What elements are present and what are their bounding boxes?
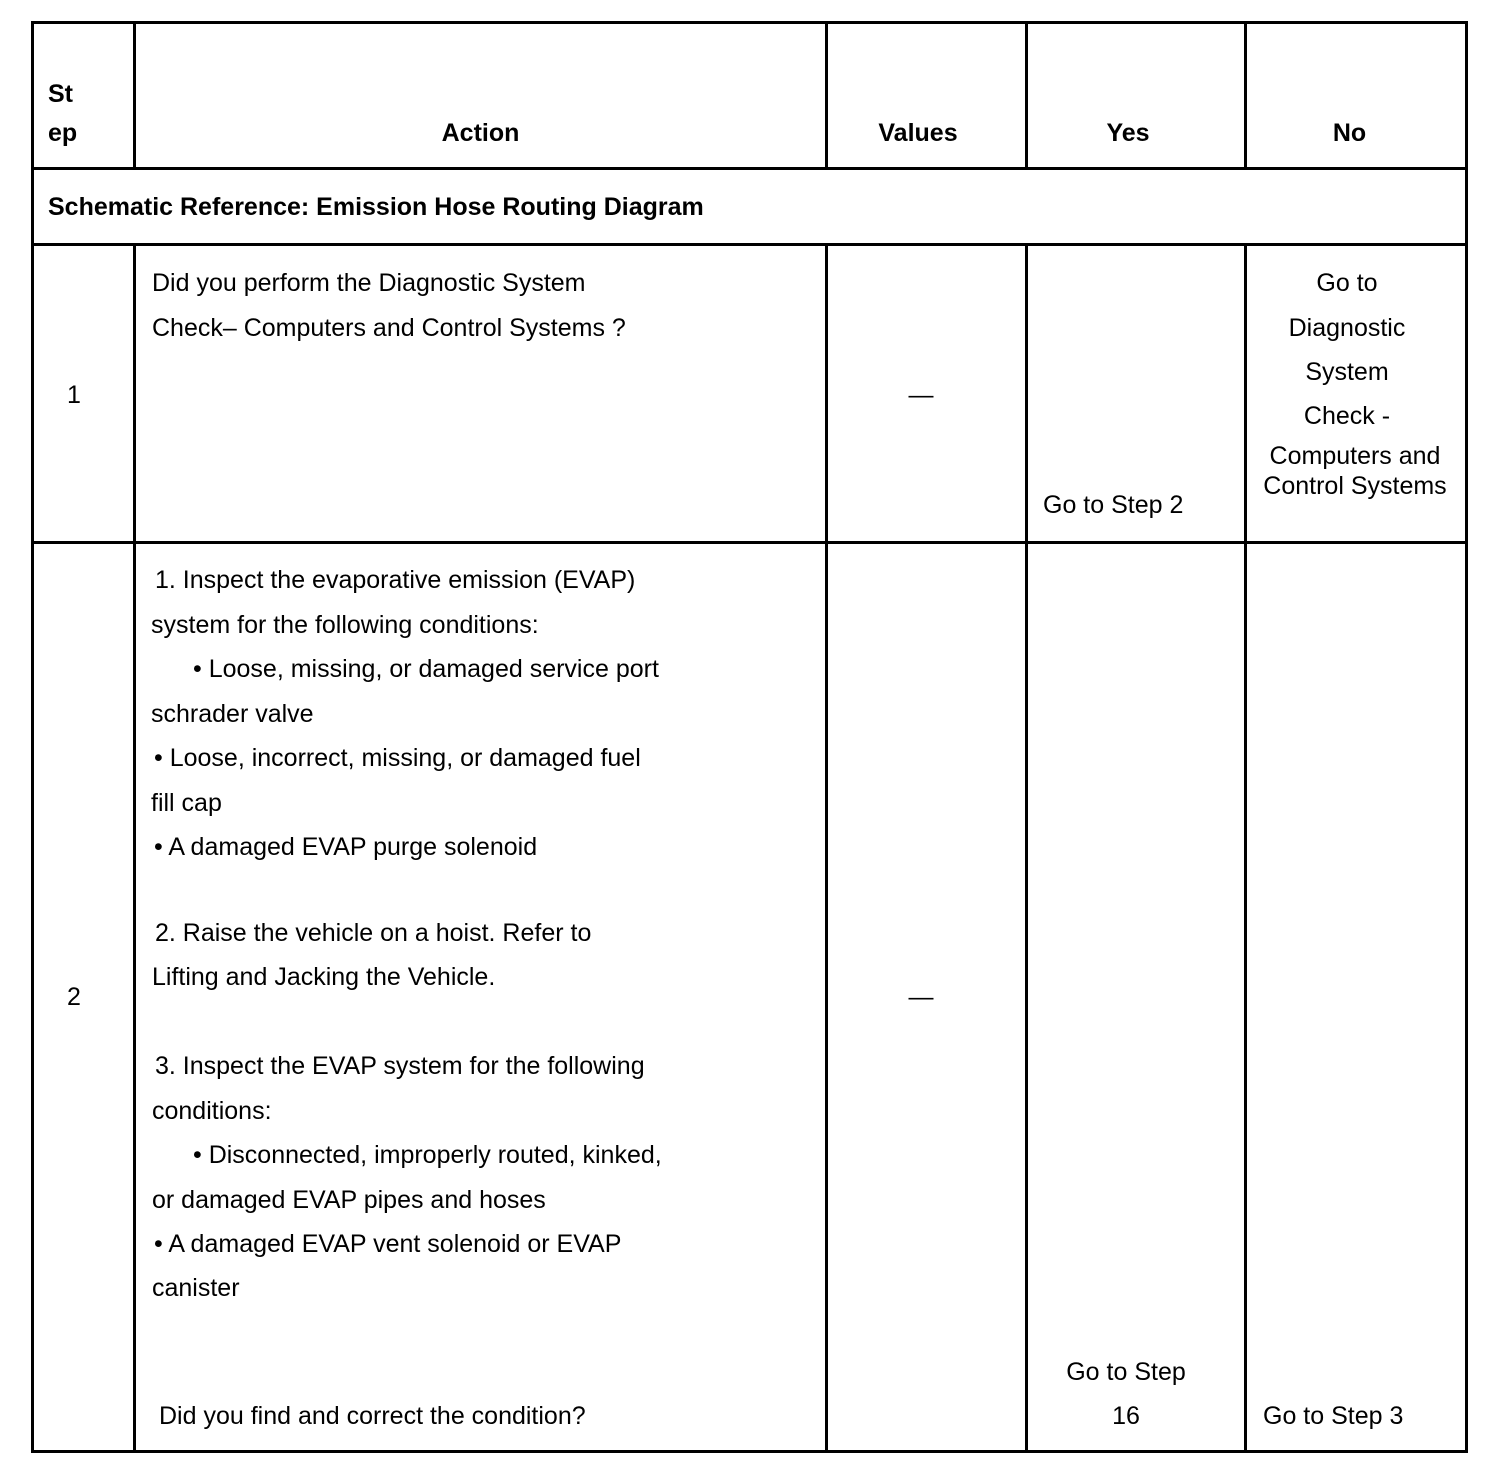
header-step-line1: St	[48, 80, 73, 108]
row2-action-line: canister	[152, 1274, 240, 1302]
row2-action-line: 2. Raise the vehicle on a hoist. Refer to	[155, 919, 592, 947]
row2-action-line: • A damaged EVAP vent solenoid or EVAP	[154, 1230, 622, 1258]
row1-no-line: Check -	[1303, 402, 1391, 430]
schematic-divider	[31, 243, 1468, 246]
row2-action-line: system for the following conditions:	[151, 611, 539, 639]
row1-no-line: System	[1305, 358, 1389, 386]
row1-no-line: Computers and	[1269, 442, 1441, 470]
header-values: Values	[878, 119, 958, 147]
row2-action-line: 1. Inspect the evaporative emission (EVAP)	[155, 566, 636, 594]
row2-no: Go to Step 3	[1263, 1402, 1404, 1430]
row1-no-line: Go to	[1316, 269, 1378, 297]
row2-action-line: Lifting and Jacking the Vehicle.	[152, 963, 496, 991]
table-border-right	[1465, 21, 1468, 1453]
table-border-left	[31, 21, 34, 1453]
row2-action-line: 3. Inspect the EVAP system for the following	[155, 1052, 645, 1080]
row2-yes-line: 16	[1112, 1402, 1140, 1430]
row2-action-line: schrader valve	[151, 700, 314, 728]
row1-no-line: Diagnostic	[1288, 314, 1406, 342]
col-divider-step-body	[133, 243, 136, 1453]
col-divider-values-body	[1025, 243, 1028, 1453]
row2-values: —	[908, 983, 934, 1011]
row1-action-line: Did you perform the Diagnostic System	[152, 269, 586, 297]
row1-yes: Go to Step 2	[1043, 491, 1184, 519]
row2-action-line: fill cap	[151, 789, 222, 817]
row2-action-line: conditions:	[152, 1097, 272, 1125]
row1-action-line: Check– Computers and Control Systems ?	[152, 314, 626, 342]
col-divider-action-body	[825, 243, 828, 1453]
schematic-reference: Schematic Reference: Emission Hose Routing Diagram	[48, 193, 704, 221]
row2-action-line: or damaged EVAP pipes and hoses	[152, 1186, 546, 1214]
row2-action-line: • Disconnected, improperly routed, kinked,	[193, 1141, 662, 1169]
row2-yes-line: Go to Step	[1066, 1358, 1186, 1386]
header-step-line2: ep	[48, 119, 78, 147]
row1-no-line: Control Systems	[1263, 472, 1447, 500]
header-no: No	[1332, 119, 1367, 147]
header-action: Action	[441, 119, 520, 147]
row1-values: —	[908, 381, 934, 409]
table-border-top	[31, 21, 1468, 24]
row2-step: 2	[67, 983, 81, 1011]
header-divider	[31, 167, 1468, 170]
row2-action-line: • Loose, incorrect, missing, or damaged fuel	[154, 744, 641, 772]
row2-action-line: • A damaged EVAP purge solenoid	[154, 833, 538, 861]
row2-action-line: Did you find and correct the condition?	[159, 1402, 586, 1430]
row-divider	[31, 541, 1468, 544]
header-yes: Yes	[1106, 119, 1150, 147]
row2-action-line: • Loose, missing, or damaged service port	[193, 655, 659, 683]
row1-step: 1	[67, 381, 81, 409]
table-border-bottom	[31, 1450, 1468, 1453]
